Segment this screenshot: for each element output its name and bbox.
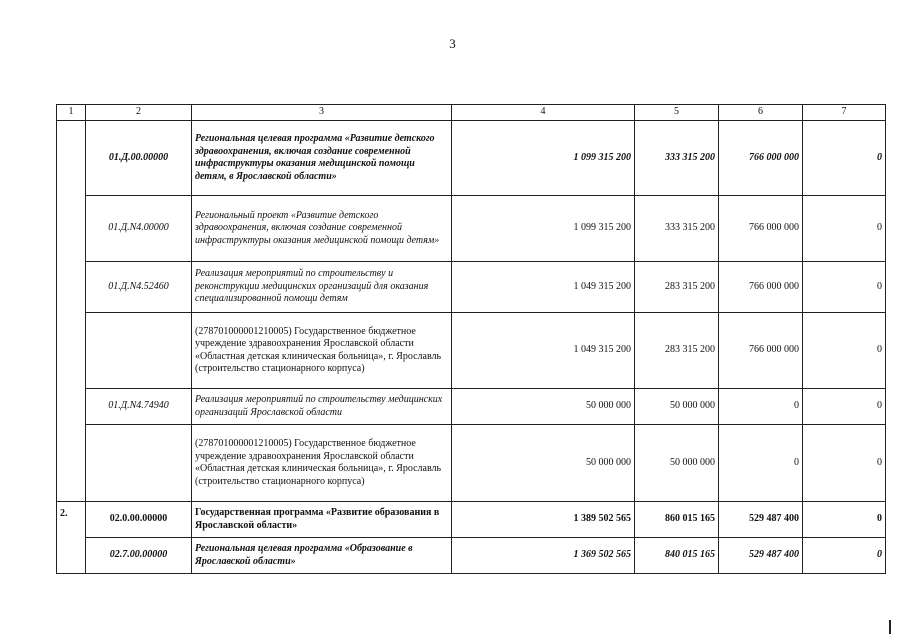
table-row — [57, 313, 886, 389]
table-row — [57, 389, 886, 425]
item-name: Реализация мероприятий по строительству медицинских организаций Ярославской области — [192, 389, 452, 425]
table-row — [57, 196, 886, 262]
item-name: Государственная программа «Развитие образования в Ярославской области» — [192, 502, 452, 538]
amount-col5: 283 315 200 — [635, 262, 719, 313]
amount-col5: 860 015 165 — [635, 502, 719, 538]
amount-col6: 766 000 000 — [719, 262, 803, 313]
amount-col4: 1 049 315 200 — [452, 313, 635, 389]
amount-col4: 1 389 502 565 — [452, 502, 635, 538]
item-name: Региональный проект «Развитие детского здравоохранения, включая создание современной инфраструктуры оказания медицинской помощи детям» — [192, 196, 452, 262]
item-name: (278701000001210005) Государственное бюджетное учреждение здравоохранения Ярославской области «Областная детская клиническая больница», г. Ярославль (строительство стационарного корпуса) — [192, 313, 452, 389]
budget-code — [86, 313, 192, 389]
item-name: Региональная целевая программа «Развитие детского здравоохранения, включая создание современной инфраструктуры оказания медицинской помощи детям, в Ярославской области» — [192, 121, 452, 196]
amount-col7: 0 — [803, 538, 886, 574]
table-row — [57, 425, 886, 502]
table-row — [57, 502, 886, 538]
budget-code: 02.7.00.00000 — [86, 538, 192, 574]
amount-col7: 0 — [803, 425, 886, 502]
amount-col4: 1 099 315 200 — [452, 196, 635, 262]
amount-col5: 50 000 000 — [635, 389, 719, 425]
item-name: Региональная целевая программа «Образование в Ярославской области» — [192, 538, 452, 574]
col-header-6: 6 — [719, 105, 803, 121]
amount-col4: 1 099 315 200 — [452, 121, 635, 196]
table-row — [57, 538, 886, 574]
amount-col7: 0 — [803, 389, 886, 425]
amount-col5: 333 315 200 — [635, 121, 719, 196]
row-number: 2. — [57, 502, 86, 574]
budget-code — [86, 425, 192, 502]
col-header-3: 3 — [192, 105, 452, 121]
amount-col7: 0 — [803, 121, 886, 196]
amount-col7: 0 — [803, 313, 886, 389]
amount-col6: 0 — [719, 389, 803, 425]
row-number — [57, 121, 86, 502]
scan-mark — [889, 620, 891, 634]
amount-col7: 0 — [803, 196, 886, 262]
page-number: 3 — [449, 36, 456, 51]
header-row — [57, 105, 886, 121]
amount-col5: 840 015 165 — [635, 538, 719, 574]
budget-code: 01.Д.N4.74940 — [86, 389, 192, 425]
amount-col6: 766 000 000 — [719, 313, 803, 389]
budget-code: 02.0.00.00000 — [86, 502, 192, 538]
table-row — [57, 121, 886, 196]
amount-col7: 0 — [803, 502, 886, 538]
budget-code: 01.Д.N4.00000 — [86, 196, 192, 262]
amount-col5: 333 315 200 — [635, 196, 719, 262]
amount-col5: 50 000 000 — [635, 425, 719, 502]
budget-table — [56, 104, 886, 574]
col-header-1: 1 — [57, 105, 86, 121]
amount-col6: 766 000 000 — [719, 196, 803, 262]
item-name: (278701000001210005) Государственное бюджетное учреждение здравоохранения Ярославской области «Областная детская клиническая больница», г. Ярославль (строительство стационарного корпуса) — [192, 425, 452, 502]
amount-col7: 0 — [803, 262, 886, 313]
col-header-2: 2 — [86, 105, 192, 121]
amount-col4: 1 049 315 200 — [452, 262, 635, 313]
amount-col4: 1 369 502 565 — [452, 538, 635, 574]
col-header-4: 4 — [452, 105, 635, 121]
amount-col6: 0 — [719, 425, 803, 502]
amount-col6: 529 487 400 — [719, 502, 803, 538]
budget-code: 01.Д.00.00000 — [86, 121, 192, 196]
amount-col4: 50 000 000 — [452, 389, 635, 425]
col-header-7: 7 — [803, 105, 886, 121]
amount-col6: 529 487 400 — [719, 538, 803, 574]
amount-col6: 766 000 000 — [719, 121, 803, 196]
col-header-5: 5 — [635, 105, 719, 121]
table-row — [57, 262, 886, 313]
budget-code: 01.Д.N4.52460 — [86, 262, 192, 313]
amount-col5: 283 315 200 — [635, 313, 719, 389]
item-name: Реализация мероприятий по строительству и реконструкции медицинских организаций для оказания специализированной помощи детям — [192, 262, 452, 313]
amount-col4: 50 000 000 — [452, 425, 635, 502]
